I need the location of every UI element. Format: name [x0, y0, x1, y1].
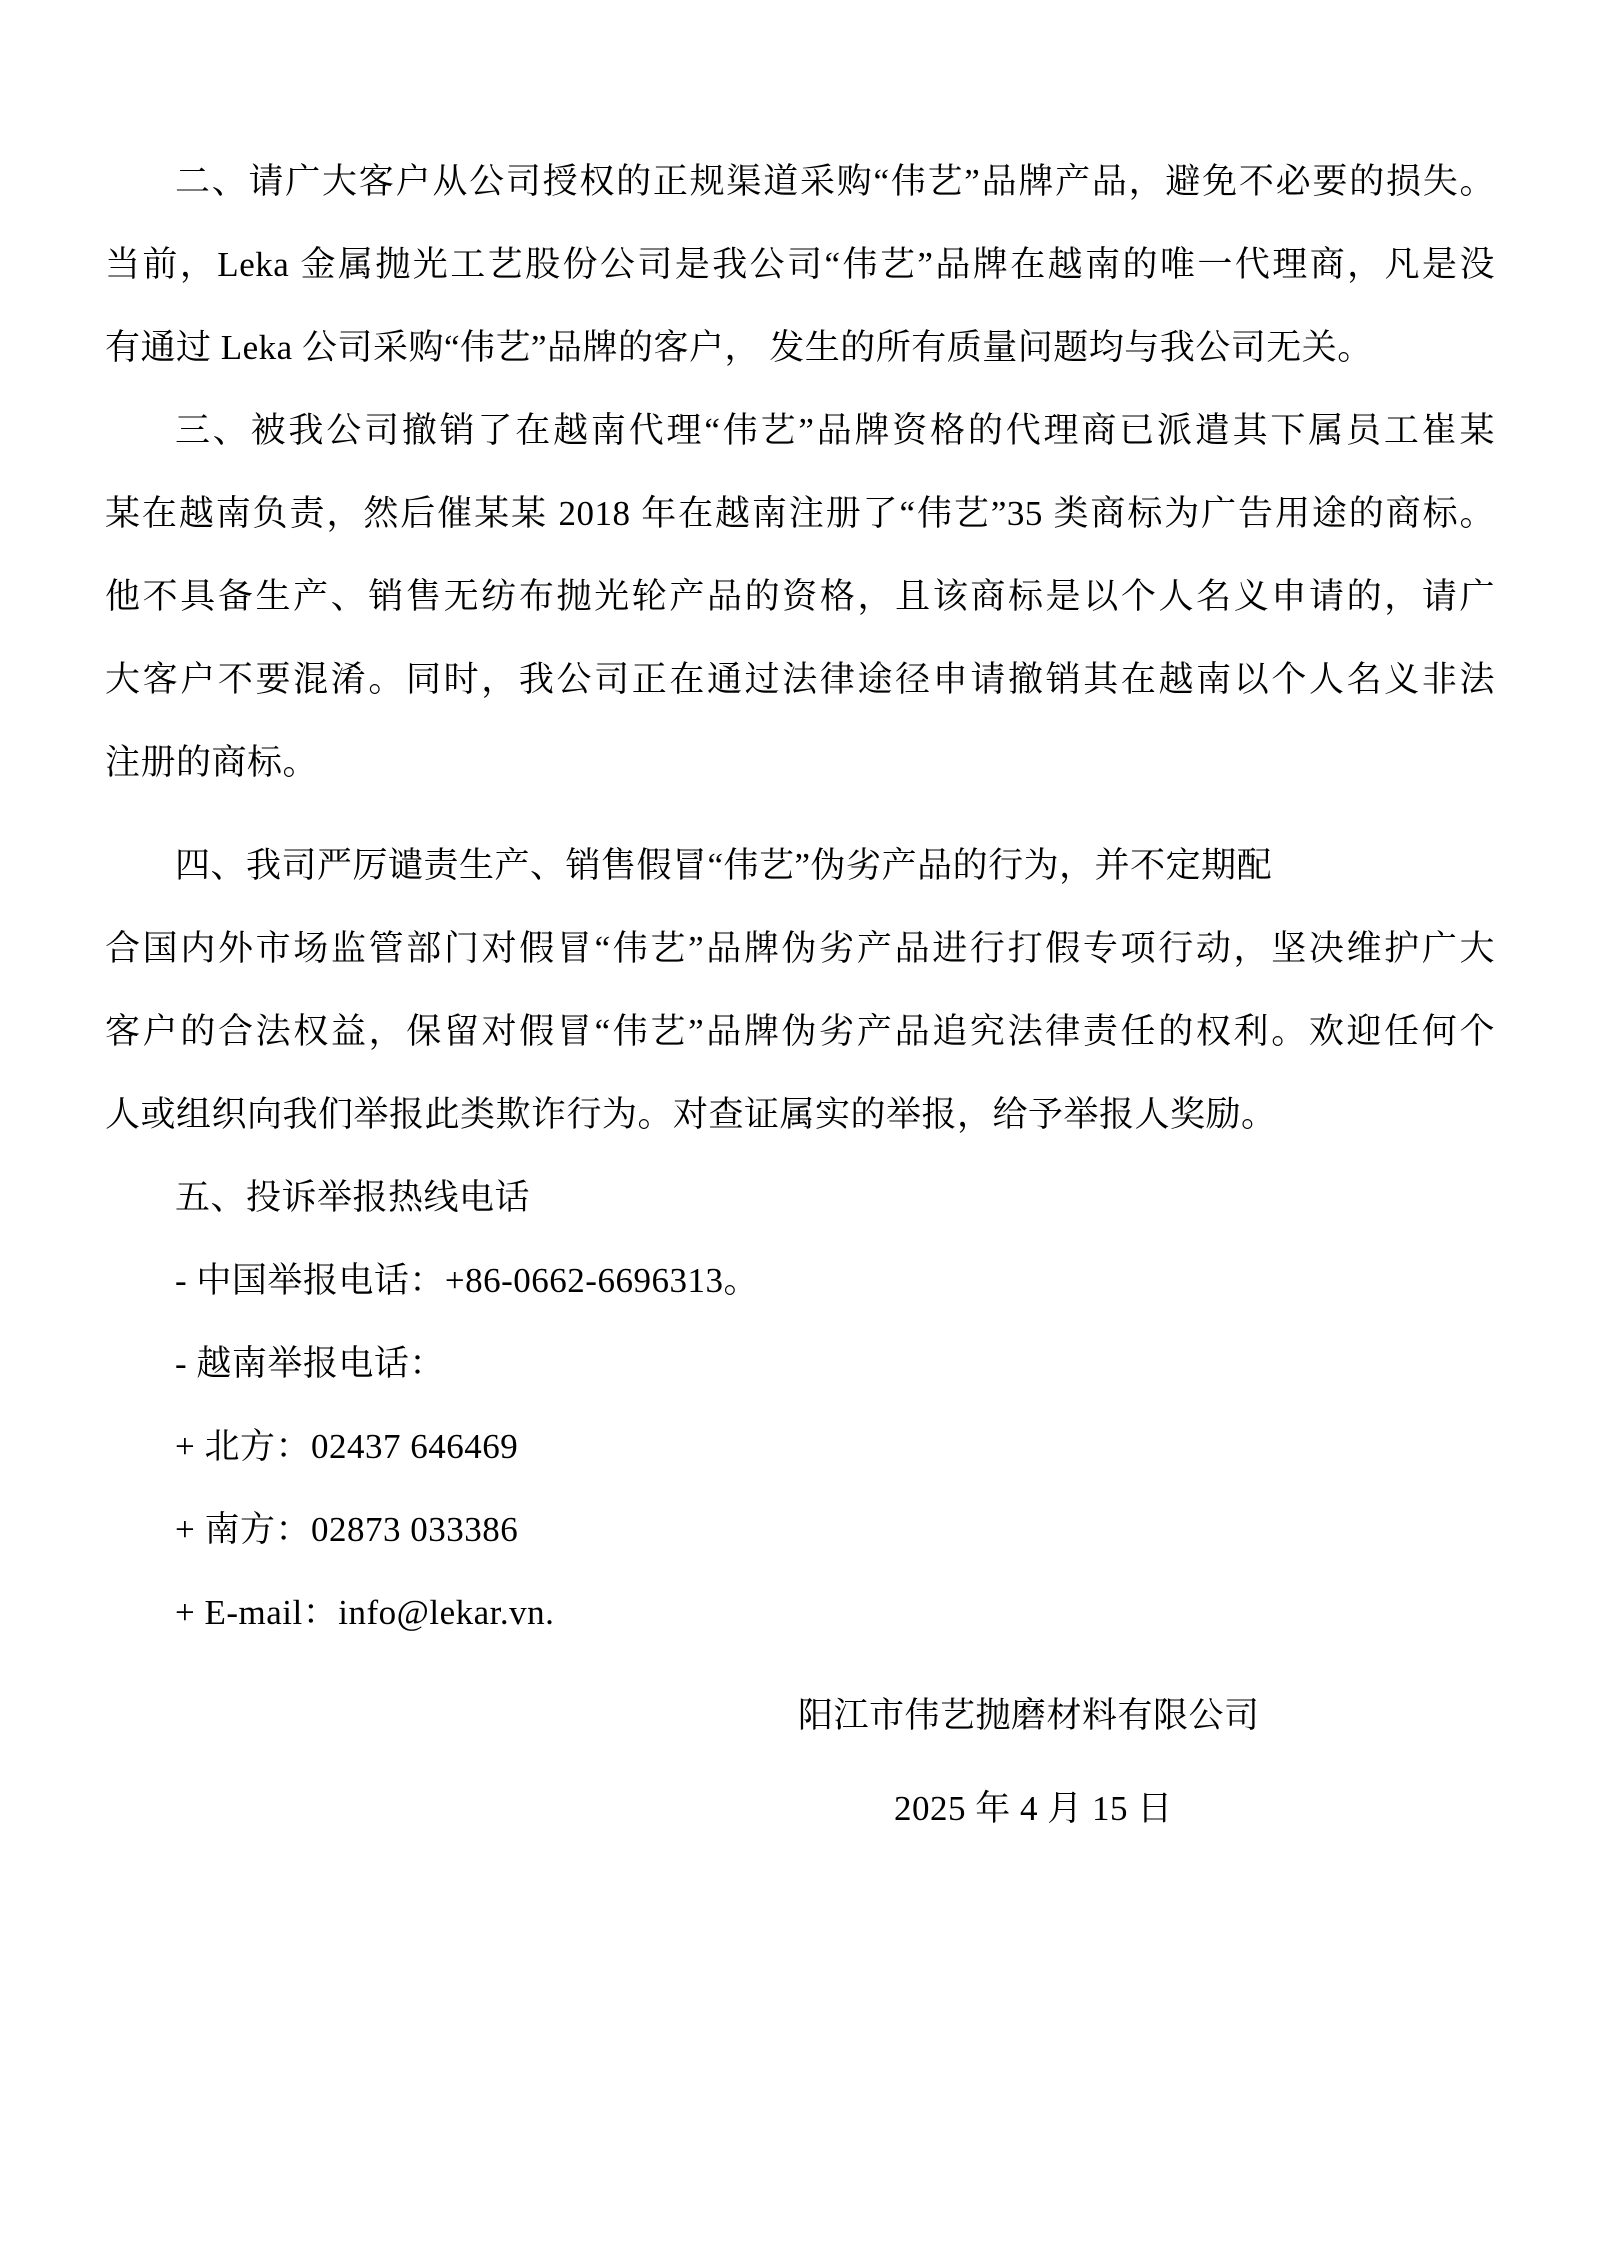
paragraph-3-line-5: 注册的商标。 [105, 743, 319, 782]
paragraph-5-heading: 五、投诉举报热线电话 [175, 1178, 531, 1217]
hotline-china: - 中国举报电话：+86-0662-6696313。 [175, 1261, 759, 1300]
signature-date: 2025 年 4 月 15 日 [894, 1789, 1173, 1828]
paragraph-4-line-4: 人或组织向我们举报此类欺诈行为。对查证属实的举报，给予举报人奖励。 [105, 1095, 1277, 1134]
contact-email: + E-mail：info@lekar.vn. [175, 1593, 555, 1632]
paragraph-3-line-1: 三、被我公司撤销了在越南代理“伟艺”品牌资格的代理商已派遣其下属员工崔某 [175, 411, 1495, 450]
paragraph-2-line-2: 当前，Leka 金属抛光工艺股份公司是我公司“伟艺”品牌在越南的唯一代理商，凡是没 [105, 245, 1495, 284]
hotline-north: + 北方：02437 646469 [175, 1427, 519, 1466]
paragraph-3-line-2: 某在越南负责，然后催某某 2018 年在越南注册了“伟艺”35 类商标为广告用途的商标。 [105, 494, 1495, 533]
paragraph-3-line-3: 他不具备生产、销售无纺布抛光轮产品的资格，且该商标是以个人名义申请的，请广 [105, 577, 1495, 616]
paragraph-2-line-1: 二、请广大客户从公司授权的正规渠道采购“伟艺”品牌产品，避免不必要的损失。 [175, 162, 1495, 201]
signature-company: 阳江市伟艺抛磨材料有限公司 [798, 1696, 1260, 1735]
paragraph-2-line-3: 有通过 Leka 公司采购“伟艺”品牌的客户， 发生的所有质量问题均与我公司无关。 [105, 328, 1373, 367]
paragraph-3-line-4: 大客户不要混淆。同时，我公司正在通过法律途径申请撤销其在越南以个人名义非法 [105, 660, 1495, 699]
paragraph-4-line-1: 四、我司严厉谴责生产、销售假冒“伟艺”伪劣产品的行为，并不定期配 [175, 846, 1273, 885]
paragraph-4-line-2: 合国内外市场监管部门对假冒“伟艺”品牌伪劣产品进行打假专项行动，坚决维护广大 [105, 929, 1495, 968]
paragraph-4-line-3: 客户的合法权益，保留对假冒“伟艺”品牌伪劣产品追究法律责任的权利。欢迎任何个 [105, 1012, 1495, 1051]
hotline-vietnam: - 越南举报电话： [175, 1344, 445, 1383]
hotline-south: + 南方：02873 033386 [175, 1510, 519, 1549]
